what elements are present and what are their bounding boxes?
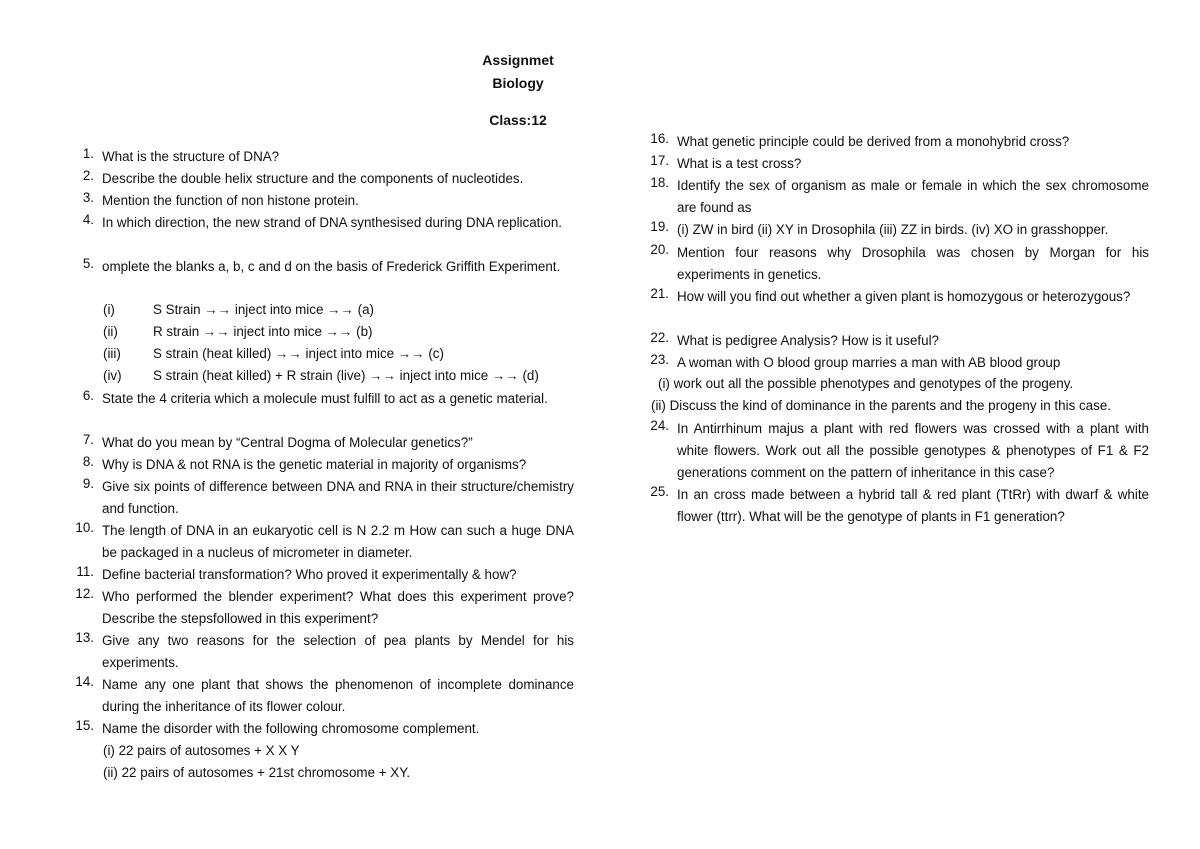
question-5-part-iii xyxy=(103,346,444,361)
question-8 xyxy=(68,454,574,476)
question-text: Why is DNA & not RNA is the genetic material in majority of organisms? xyxy=(102,457,527,472)
question-number: 2. xyxy=(82,168,94,183)
question-text: In an cross made between a hybrid tall & red plant (TtRr) with dwarf & white flower (ttrr). What will be the genotype of plants in F1 generation? xyxy=(677,487,1149,524)
question-text: (i) ZW in bird (ii) XY in Drosophila (iii) ZZ in birds. (iv) XO in grasshopper. xyxy=(677,222,1109,237)
question-number: 5. xyxy=(82,256,94,271)
question-number: 6. xyxy=(82,388,94,403)
question-5 xyxy=(68,256,574,278)
subject-title: Biology xyxy=(492,75,544,91)
question-number: 19. xyxy=(650,219,669,234)
question-number: 7. xyxy=(82,432,94,447)
question-number: 11. xyxy=(76,564,94,579)
question-6 xyxy=(68,388,574,410)
question-text: How will you find out whether a given plant is homozygous or heterozygous? xyxy=(677,289,1131,304)
question-text: What do you mean by “Central Dogma of Molecular genetics?” xyxy=(102,435,473,450)
question-5-part-ii xyxy=(103,324,373,339)
question-text: Describe the double helix structure and the components of nucleotides. xyxy=(102,171,524,186)
question-number: 1. xyxy=(82,146,94,161)
question-3 xyxy=(68,190,574,212)
question-number: 15. xyxy=(75,718,94,733)
question-number: 24. xyxy=(650,418,669,433)
question-number: 25. xyxy=(650,484,669,499)
assignment-title: Assignmet xyxy=(482,52,554,68)
question-15-part-ii: (ii) 22 pairs of autosomes + 21st chromosome + XY. xyxy=(103,765,411,780)
question-7 xyxy=(68,432,574,454)
question-18 xyxy=(643,175,1149,219)
question-number: 22. xyxy=(650,330,669,345)
question-text: Mention the function of non histone protein. xyxy=(102,193,359,208)
question-5-part-i xyxy=(103,302,374,317)
question-number: 4. xyxy=(82,212,94,227)
question-number: 8. xyxy=(82,454,94,469)
question-23-part-ii: (ii) Discuss the kind of dominance in the parents and the progeny in this case. xyxy=(651,398,1111,413)
question-text: Mention four reasons why Drosophila was chosen by Morgan for his experiments in genetics. xyxy=(677,245,1149,282)
question-number: 3. xyxy=(82,190,94,205)
question-number: 18. xyxy=(650,175,669,190)
question-19 xyxy=(643,219,1149,241)
question-21 xyxy=(643,286,1149,308)
question-15 xyxy=(68,718,574,740)
question-number: 20. xyxy=(650,242,669,257)
question-14 xyxy=(68,674,574,718)
question-10 xyxy=(68,520,574,564)
question-2 xyxy=(68,168,574,190)
question-text: Name the disorder with the following chromosome complement. xyxy=(102,721,480,736)
question-text: Identify the sex of organism as male or female in which the sex chromosome are found as xyxy=(677,178,1149,215)
question-23 xyxy=(643,352,1149,374)
question-text: Give six points of difference between DNA and RNA in their structure/chemistry and function. xyxy=(102,479,574,516)
part-label: (i) xyxy=(103,302,115,317)
part-text: R strain →→ inject into mice →→ (b) xyxy=(153,324,373,339)
question-25 xyxy=(643,484,1149,528)
question-5-part-iv xyxy=(103,368,539,383)
question-text: Give any two reasons for the selection of pea plants by Mendel for his experiments. xyxy=(102,633,574,670)
class-title: Class:12 xyxy=(489,112,547,128)
part-label: (iv) xyxy=(103,368,122,383)
question-11 xyxy=(68,564,574,586)
question-1 xyxy=(68,146,574,168)
question-13 xyxy=(68,630,574,674)
question-17 xyxy=(643,153,1149,175)
part-label: (iii) xyxy=(103,346,121,361)
question-text: What is pedigree Analysis? How is it useful? xyxy=(677,333,939,348)
question-text: In which direction, the new strand of DNA synthesised during DNA replication. xyxy=(102,215,562,230)
question-text: What is the structure of DNA? xyxy=(102,149,280,164)
question-text: A woman with O blood group marries a man with AB blood group xyxy=(677,355,1061,370)
question-number: 21. xyxy=(650,286,669,301)
question-16 xyxy=(643,131,1149,153)
question-number: 17. xyxy=(650,153,669,168)
question-4 xyxy=(68,212,574,234)
question-15-part-i: (i) 22 pairs of autosomes + X X Y xyxy=(103,743,300,758)
question-text: State the 4 criteria which a molecule must fulfill to act as a genetic material. xyxy=(102,391,548,406)
part-text: S strain (heat killed) →→ inject into mice →→ (c) xyxy=(153,346,444,361)
question-number: 9. xyxy=(82,476,94,491)
question-24 xyxy=(643,418,1149,484)
question-number: 10. xyxy=(75,520,94,535)
question-number: 13. xyxy=(75,630,94,645)
part-text: S Strain →→ inject into mice →→ (a) xyxy=(153,302,375,317)
question-text: In Antirrhinum majus a plant with red flowers was crossed with a plant with white flowers. Work out all the possible genotypes & phenotypes of F1 & F2 generations comment on the pattern of inheritance in this case? xyxy=(677,421,1149,480)
question-20 xyxy=(643,242,1149,286)
part-text: S strain (heat killed) + R strain (live) →→ inject into mice →→ (d) xyxy=(153,368,539,383)
question-text: Who performed the blender experiment? What does this experiment prove? Describe the stepsfollowed in this experiment? xyxy=(102,589,574,626)
question-number: 14. xyxy=(75,674,94,689)
question-number: 12. xyxy=(75,586,94,601)
question-text: omplete the blanks a, b, c and d on the basis of Frederick Griffith Experiment. xyxy=(102,259,561,274)
question-23-part-i: (i) work out all the possible phenotypes and genotypes of the progeny. xyxy=(658,376,1074,391)
question-9 xyxy=(68,476,574,520)
question-text: The length of DNA in an eukaryotic cell is N 2.2 m How can such a huge DNA be packaged in a nucleus of micrometer in diameter. xyxy=(102,523,574,560)
question-12 xyxy=(68,586,574,630)
question-text: What genetic principle could be derived from a monohybrid cross? xyxy=(677,134,1070,149)
question-text: Name any one plant that shows the phenomenon of incomplete dominance during the inheritance of its flower colour. xyxy=(102,677,574,714)
question-number: 23. xyxy=(650,352,669,367)
question-22 xyxy=(643,330,1149,352)
question-text: What is a test cross? xyxy=(677,156,802,171)
part-label: (ii) xyxy=(103,324,118,339)
question-number: 16. xyxy=(650,131,669,146)
question-text: Define bacterial transformation? Who proved it experimentally & how? xyxy=(102,567,517,582)
